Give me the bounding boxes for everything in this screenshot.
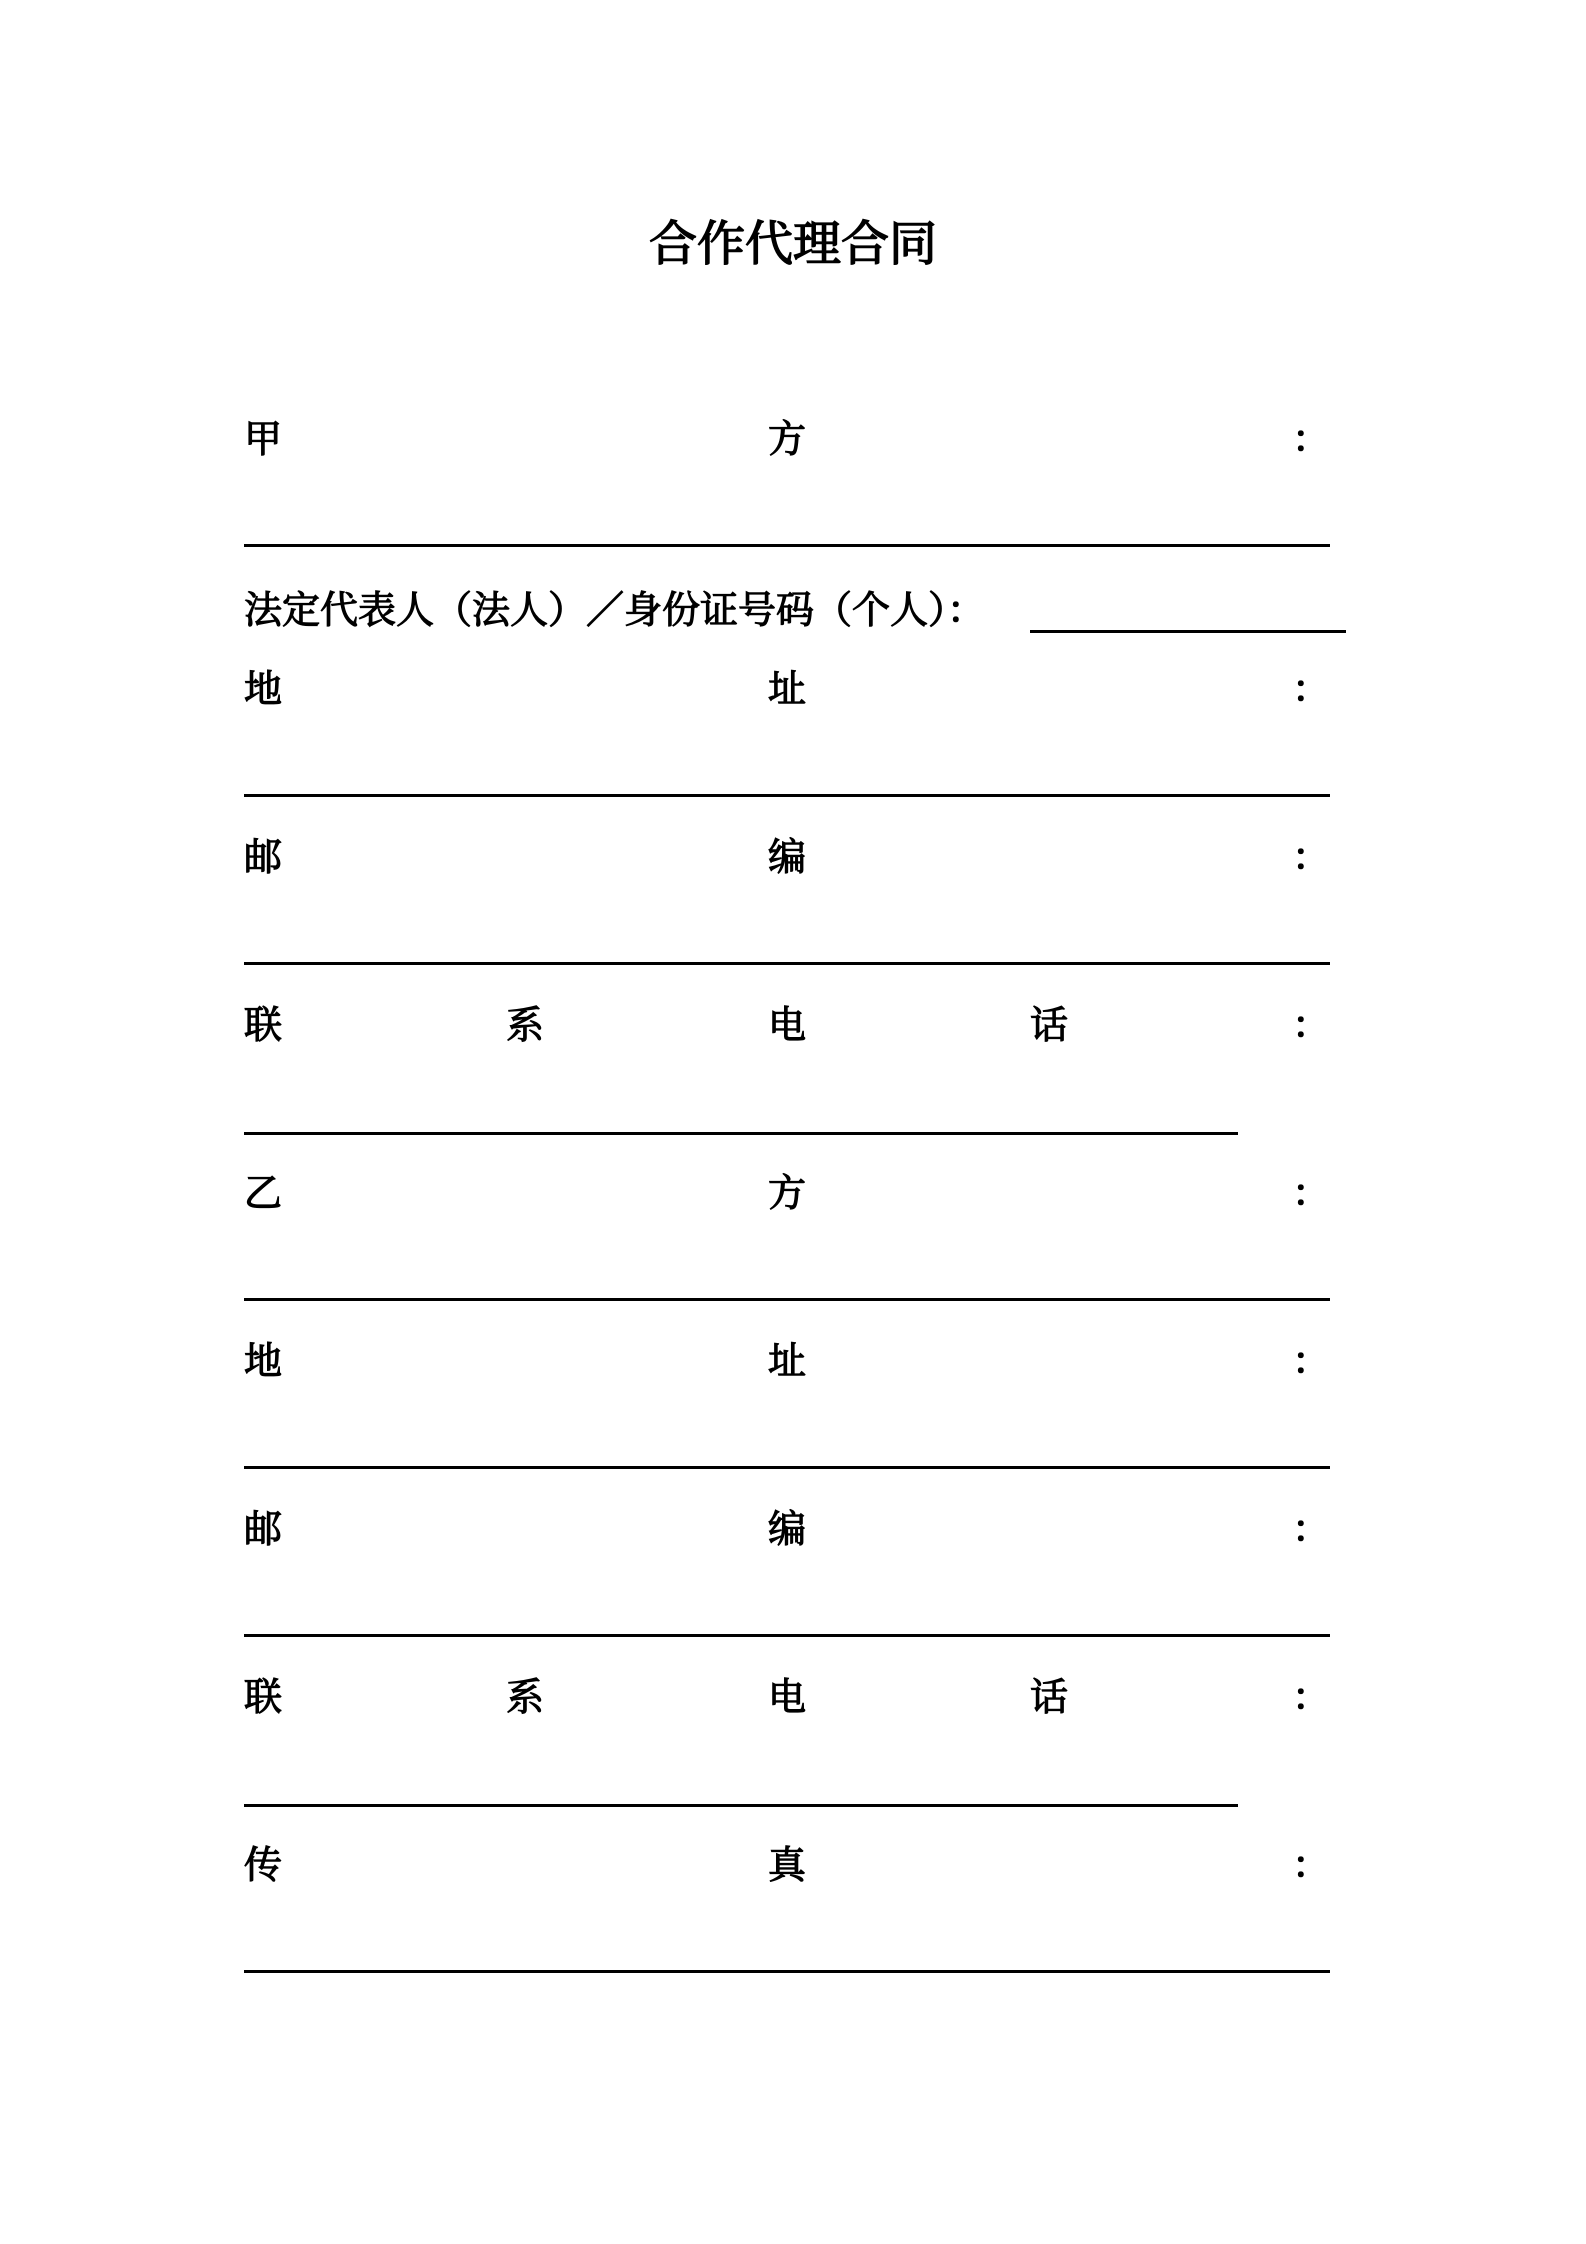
party-a-postcode-blank[interactable] <box>244 962 1330 965</box>
party-b-phone-label: 联 系 电 话 ： <box>244 1675 1330 1719</box>
party-a-name-label: 甲 方 ： <box>244 417 1330 461</box>
party-b-postcode-label: 邮 编 ： <box>244 1507 1330 1551</box>
party-b-address-blank[interactable] <box>244 1466 1330 1469</box>
party-b-phone-blank[interactable] <box>244 1804 1238 1807</box>
party-b-postcode-blank[interactable] <box>244 1634 1330 1637</box>
contract-title: 合作代理合同 <box>648 216 937 272</box>
party-a-legal-rep-label: 法定代表人（法人）／身份证号码（个人）： <box>244 588 986 632</box>
party-a-address-blank[interactable] <box>244 794 1330 797</box>
party-b-fax-blank[interactable] <box>244 1970 1330 1973</box>
party-a-name-blank[interactable] <box>244 544 1330 547</box>
party-a-address-label: 地 址 ： <box>244 667 1330 711</box>
party-b-address-label: 地 址 ： <box>244 1339 1330 1383</box>
party-b-name-label: 乙 方 ： <box>244 1171 1330 1215</box>
party-a-postcode-label: 邮 编 ： <box>244 835 1330 879</box>
party-a-phone-blank[interactable] <box>244 1132 1238 1135</box>
party-b-fax-label: 传 真 ： <box>244 1843 1330 1887</box>
party-b-name-blank[interactable] <box>244 1298 1330 1301</box>
party-a-phone-label: 联 系 电 话 ： <box>244 1003 1330 1047</box>
party-a-legal-rep-blank[interactable] <box>1030 630 1346 633</box>
